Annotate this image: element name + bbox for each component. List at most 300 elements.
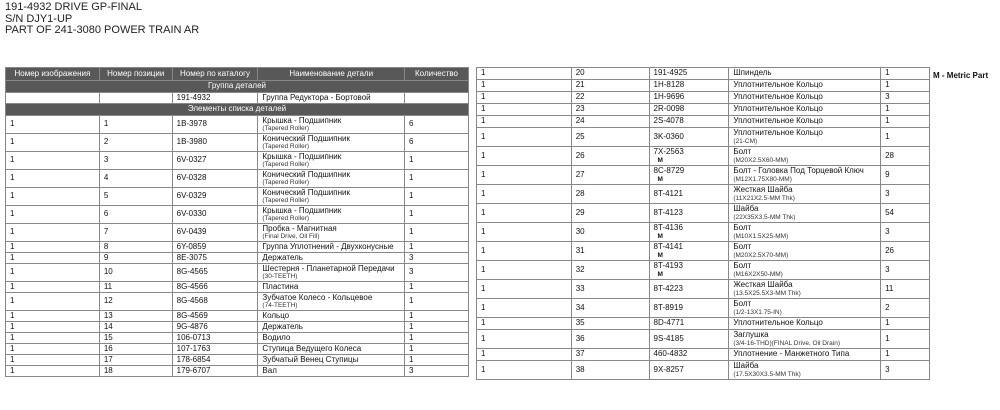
part-name: Уплотнительное Кольцо bbox=[733, 92, 823, 102]
image-number: 1 bbox=[6, 333, 100, 344]
part-number-cell[interactable] bbox=[172, 242, 258, 253]
part-number-cell[interactable] bbox=[649, 280, 729, 299]
quantity: 3 bbox=[405, 366, 469, 377]
group-title: Группа деталей bbox=[6, 81, 469, 93]
part-name: Уплотнительное Кольцо bbox=[733, 116, 823, 126]
quantity: 1 bbox=[881, 80, 930, 92]
quantity: 1 bbox=[881, 128, 930, 147]
table-row bbox=[477, 166, 930, 185]
part-name-cell bbox=[258, 366, 405, 377]
image-number: 1 bbox=[6, 188, 100, 206]
part-name-cell bbox=[258, 188, 405, 206]
table-row bbox=[6, 333, 469, 344]
position-number: 32 bbox=[571, 261, 649, 280]
part-name: Пробка - Магнитная bbox=[262, 223, 337, 233]
part-name-cell bbox=[729, 280, 881, 299]
doc-serial: S/N DJY1-UP bbox=[5, 12, 73, 25]
part-number-cell[interactable] bbox=[649, 92, 729, 104]
part-number-link[interactable]: 6V-0328 bbox=[176, 173, 207, 183]
position-number: 27 bbox=[571, 166, 649, 185]
part-number-cell[interactable] bbox=[649, 128, 729, 147]
part-number-cell[interactable] bbox=[649, 204, 729, 223]
quantity: 1 bbox=[405, 188, 469, 206]
part-number-cell[interactable] bbox=[649, 80, 729, 92]
part-number-link[interactable]: 1B-3978 bbox=[176, 119, 207, 129]
table-row bbox=[477, 116, 930, 128]
parts-table-right bbox=[476, 67, 930, 380]
part-spec: (M10X1.5X25-MM) bbox=[733, 232, 789, 240]
image-number: 1 bbox=[477, 361, 572, 380]
part-name: Уплотнительное Кольцо bbox=[733, 80, 823, 90]
part-name: Зубчатый Венец Ступицы bbox=[262, 354, 359, 364]
col-header-quantity[interactable]: Количество bbox=[405, 68, 469, 81]
quantity: 1 bbox=[405, 242, 469, 253]
part-name: Пластина bbox=[262, 281, 299, 291]
part-number-link[interactable]: 2R-0098 bbox=[653, 104, 685, 114]
part-name: Крышка - Подшипник bbox=[262, 205, 342, 215]
part-number-cell[interactable] bbox=[649, 242, 729, 261]
metric-legend: M - Metric Part bbox=[933, 71, 989, 80]
part-name-cell bbox=[258, 264, 405, 282]
image-number: 1 bbox=[6, 170, 100, 188]
part-spec: (11X21X2.5-MM Thk) bbox=[733, 194, 795, 202]
part-number-link[interactable]: 6V-0330 bbox=[176, 209, 207, 219]
quantity: 1 bbox=[881, 318, 930, 330]
part-number-cell[interactable] bbox=[649, 104, 729, 116]
part-number-cell[interactable] bbox=[172, 206, 258, 224]
part-spec: (M20X2.5X70-MM) bbox=[733, 251, 789, 259]
position-number: 31 bbox=[571, 242, 649, 261]
part-name-cell bbox=[258, 282, 405, 293]
part-number-cell[interactable] bbox=[649, 299, 729, 318]
position-number: 16 bbox=[99, 344, 172, 355]
quantity: 1 bbox=[405, 152, 469, 170]
table-row bbox=[6, 170, 469, 188]
part-number-cell[interactable] bbox=[172, 152, 258, 170]
quantity: 6 bbox=[405, 116, 469, 134]
table-row bbox=[477, 299, 930, 318]
part-name: Шайба bbox=[733, 204, 759, 214]
list-title: Элементы списка деталей bbox=[6, 104, 469, 116]
part-name-cell bbox=[729, 185, 881, 204]
part-name-cell bbox=[258, 116, 405, 134]
part-spec: (1/2-13X1.75-IN) bbox=[733, 308, 782, 316]
part-name: Шайба bbox=[733, 361, 759, 371]
part-name: Группа Уплотнений - Двухконусные bbox=[262, 241, 394, 251]
image-number: 1 bbox=[6, 224, 100, 242]
part-number-link[interactable]: 9X-8257 bbox=[653, 364, 684, 374]
part-number-link[interactable]: 8G-4566 bbox=[176, 281, 208, 291]
part-number-link[interactable]: 8T-4193 bbox=[653, 261, 683, 271]
quantity: 3 bbox=[881, 361, 930, 380]
part-number-link[interactable]: 8T-4223 bbox=[653, 283, 683, 293]
image-number: 1 bbox=[477, 80, 572, 92]
image-number: 1 bbox=[6, 206, 100, 224]
part-spec: (22X35X3.5-MM Thk) bbox=[733, 213, 796, 221]
part-number-link[interactable]: 6Y-0859 bbox=[176, 241, 207, 251]
part-spec: (Tapered Roller) bbox=[262, 179, 310, 187]
part-spec: (17.5X30X3.5-MM Thk) bbox=[733, 370, 801, 378]
quantity: 3 bbox=[405, 264, 469, 282]
part-name: Шпиндель bbox=[733, 68, 772, 78]
document-header bbox=[5, 2, 199, 37]
part-number-link[interactable]: 6V-0439 bbox=[176, 227, 207, 237]
part-name: Зубчатое Колесо - Кольцевое bbox=[262, 292, 373, 302]
position-number: 30 bbox=[571, 223, 649, 242]
part-number-link[interactable]: 179-6707 bbox=[176, 365, 211, 375]
part-number-cell[interactable] bbox=[172, 311, 258, 322]
part-name: Крышка - Подшипник bbox=[262, 115, 342, 125]
image-number: 1 bbox=[6, 355, 100, 366]
table-row bbox=[477, 242, 930, 261]
part-name: Конический Подшипник bbox=[262, 133, 350, 143]
part-spec: (Tapered Roller) bbox=[262, 215, 310, 223]
part-number-link[interactable]: 9S-4185 bbox=[653, 333, 684, 343]
position-number: 5 bbox=[99, 188, 172, 206]
part-name-cell bbox=[258, 322, 405, 333]
quantity: 3 bbox=[881, 92, 930, 104]
part-number-cell[interactable] bbox=[649, 261, 729, 280]
part-name: Болт - Головка Под Торцевой Ключ bbox=[733, 166, 864, 176]
part-name: Уплотнение - Манжетного Типа bbox=[733, 349, 850, 359]
part-number-cell[interactable] bbox=[649, 147, 729, 166]
part-name-cell bbox=[729, 361, 881, 380]
part-number-link[interactable]: 8G-4569 bbox=[176, 310, 208, 320]
metric-mark: M bbox=[657, 251, 663, 259]
part-name-cell bbox=[258, 355, 405, 366]
position-number: 35 bbox=[571, 318, 649, 330]
group-row bbox=[6, 93, 469, 104]
part-name: Болт bbox=[733, 242, 752, 252]
part-number-link[interactable]: 8C-8729 bbox=[653, 166, 685, 176]
group-part-number[interactable]: 191-4932 bbox=[172, 93, 258, 104]
table-row bbox=[6, 224, 469, 242]
quantity: 1 bbox=[405, 282, 469, 293]
image-number: 1 bbox=[6, 282, 100, 293]
part-number-cell[interactable] bbox=[649, 68, 729, 80]
part-number-cell[interactable] bbox=[172, 188, 258, 206]
part-name-cell bbox=[258, 134, 405, 152]
position-number: 8 bbox=[99, 242, 172, 253]
image-number: 1 bbox=[477, 223, 572, 242]
part-spec: (M20X2.5X60-MM) bbox=[733, 156, 789, 164]
part-number-link[interactable]: 6V-0327 bbox=[176, 155, 207, 165]
part-name: Водило bbox=[262, 332, 291, 342]
table-row bbox=[6, 282, 469, 293]
part-name-cell bbox=[729, 92, 881, 104]
part-number-link[interactable]: 8E-3075 bbox=[176, 252, 207, 262]
image-number: 1 bbox=[6, 322, 100, 333]
part-name-cell bbox=[729, 318, 881, 330]
image-number: 1 bbox=[477, 242, 572, 261]
quantity: 1 bbox=[881, 116, 930, 128]
part-number-cell[interactable] bbox=[172, 116, 258, 134]
quantity: 1 bbox=[405, 206, 469, 224]
position-number: 2 bbox=[99, 134, 172, 152]
part-number-cell[interactable] bbox=[649, 116, 729, 128]
image-number: 1 bbox=[477, 166, 572, 185]
part-name-cell bbox=[729, 261, 881, 280]
table-row bbox=[477, 330, 930, 349]
image-number: 1 bbox=[477, 147, 572, 166]
position-number: 22 bbox=[571, 92, 649, 104]
position-number: 9 bbox=[99, 253, 172, 264]
table-row bbox=[477, 147, 930, 166]
part-number-link[interactable]: 191-4925 bbox=[653, 68, 688, 78]
part-name-cell bbox=[729, 299, 881, 318]
quantity: 11 bbox=[881, 280, 930, 299]
part-number-link[interactable]: 1B-3980 bbox=[176, 137, 207, 147]
part-number-cell[interactable] bbox=[172, 134, 258, 152]
quantity: 9 bbox=[881, 166, 930, 185]
table-row bbox=[477, 280, 930, 299]
part-number-link[interactable]: 1H-8128 bbox=[653, 80, 685, 90]
image-number: 1 bbox=[6, 134, 100, 152]
image-number: 1 bbox=[6, 116, 100, 134]
part-name-cell bbox=[258, 253, 405, 264]
table-row bbox=[477, 128, 930, 147]
position-number: 25 bbox=[571, 128, 649, 147]
part-name-cell bbox=[258, 333, 405, 344]
part-number-cell[interactable] bbox=[172, 355, 258, 366]
part-spec: (Tapered Roller) bbox=[262, 143, 310, 151]
table-row bbox=[6, 264, 469, 282]
position-number: 1 bbox=[99, 116, 172, 134]
image-number: 1 bbox=[6, 152, 100, 170]
part-name-cell bbox=[258, 344, 405, 355]
image-number: 1 bbox=[477, 92, 572, 104]
part-number-cell[interactable] bbox=[172, 333, 258, 344]
part-name: Шестерня - Планетарной Передачи bbox=[262, 263, 395, 273]
part-name-cell bbox=[258, 224, 405, 242]
part-name-cell bbox=[729, 128, 881, 147]
part-number-cell[interactable] bbox=[172, 282, 258, 293]
position-number: 3 bbox=[99, 152, 172, 170]
table-row bbox=[477, 261, 930, 280]
group-part-name: Группа Редуктора - Бортовой bbox=[258, 93, 405, 104]
part-number-cell[interactable] bbox=[649, 166, 729, 185]
image-number: 1 bbox=[477, 349, 572, 361]
part-number-link[interactable]: 178-6854 bbox=[176, 354, 211, 364]
part-number-link[interactable]: 8T-4136 bbox=[653, 223, 683, 233]
image-number: 1 bbox=[6, 344, 100, 355]
position-number: 28 bbox=[571, 185, 649, 204]
part-name: Заглушка bbox=[733, 330, 769, 340]
image-number: 1 bbox=[477, 204, 572, 223]
position-number: 14 bbox=[99, 322, 172, 333]
image-number: 1 bbox=[477, 116, 572, 128]
part-name: Уплотнительное Кольцо bbox=[733, 104, 823, 114]
quantity: 3 bbox=[881, 223, 930, 242]
part-name: Конический Подшипник bbox=[262, 187, 350, 197]
position-number: 4 bbox=[99, 170, 172, 188]
part-number-link[interactable]: 6V-0329 bbox=[176, 191, 207, 201]
part-number-cell[interactable] bbox=[172, 366, 258, 377]
quantity: 1 bbox=[405, 333, 469, 344]
part-number-link[interactable]: 8T-4141 bbox=[653, 242, 683, 252]
part-number-link[interactable]: 460-4832 bbox=[653, 349, 688, 359]
quantity: 1 bbox=[881, 330, 930, 349]
part-number-cell[interactable] bbox=[172, 253, 258, 264]
part-name-cell bbox=[729, 80, 881, 92]
doc-parent: PART OF 241-3080 POWER TRAIN AR bbox=[5, 24, 200, 36]
part-name-cell bbox=[729, 104, 881, 116]
part-name-cell bbox=[258, 170, 405, 188]
image-number: 1 bbox=[6, 253, 100, 264]
col-header-part-name[interactable]: Наименование детали bbox=[258, 68, 405, 81]
position-number: 10 bbox=[99, 264, 172, 282]
quantity: 1 bbox=[881, 68, 930, 80]
position-number: 18 bbox=[99, 366, 172, 377]
part-number-link[interactable]: 107-1763 bbox=[176, 343, 211, 353]
part-number-cell[interactable] bbox=[649, 318, 729, 330]
image-number: 1 bbox=[6, 264, 100, 282]
parts-table-left bbox=[5, 67, 469, 377]
part-name: Конический Подшипник bbox=[262, 169, 350, 179]
table-row bbox=[477, 92, 930, 104]
image-number: 1 bbox=[6, 366, 100, 377]
part-number-cell[interactable] bbox=[172, 170, 258, 188]
quantity: 1 bbox=[405, 311, 469, 322]
position-number: 17 bbox=[99, 355, 172, 366]
table-row bbox=[6, 253, 469, 264]
part-number-cell[interactable] bbox=[649, 349, 729, 361]
col-header-position[interactable]: Номер позиции bbox=[99, 68, 172, 81]
quantity: 28 bbox=[881, 147, 930, 166]
table-row bbox=[6, 188, 469, 206]
table-row bbox=[6, 322, 469, 333]
image-number: 1 bbox=[477, 104, 572, 116]
image-number: 1 bbox=[477, 318, 572, 330]
quantity: 1 bbox=[405, 224, 469, 242]
position-number: 33 bbox=[571, 280, 649, 299]
part-name-cell bbox=[258, 293, 405, 311]
part-name-cell bbox=[729, 330, 881, 349]
image-number: 1 bbox=[477, 128, 572, 147]
position-number: 26 bbox=[571, 147, 649, 166]
part-number-link[interactable]: 8T-4123 bbox=[653, 207, 683, 217]
part-number-link[interactable]: 1H-9696 bbox=[653, 92, 685, 102]
part-number-cell[interactable] bbox=[172, 344, 258, 355]
part-number-cell[interactable] bbox=[172, 264, 258, 282]
position-number: 6 bbox=[99, 206, 172, 224]
quantity: 3 bbox=[405, 253, 469, 264]
position-number: 7 bbox=[99, 224, 172, 242]
position-number: 34 bbox=[571, 299, 649, 318]
part-number-link[interactable]: 8T-4121 bbox=[653, 188, 683, 198]
part-spec: (M12X1.75X80-MM) bbox=[733, 175, 792, 183]
quantity: 1 bbox=[405, 344, 469, 355]
part-name: Кольцо bbox=[262, 310, 290, 320]
part-name: Уплотнительное Кольцо bbox=[733, 128, 823, 138]
part-number-link[interactable]: 8T-8919 bbox=[653, 302, 683, 312]
part-name: Держатель bbox=[262, 252, 303, 262]
quantity: 6 bbox=[405, 134, 469, 152]
part-name-cell bbox=[729, 116, 881, 128]
col-header-image[interactable]: Номер изображения bbox=[6, 68, 100, 81]
table-row bbox=[477, 223, 930, 242]
part-number-cell[interactable] bbox=[649, 185, 729, 204]
part-number-link[interactable]: 8G-4565 bbox=[176, 267, 208, 277]
part-number-link[interactable]: 2S-4078 bbox=[653, 116, 684, 126]
part-number-cell[interactable] bbox=[172, 322, 258, 333]
metric-mark: M bbox=[657, 232, 663, 240]
part-number-link[interactable]: 3K-0360 bbox=[653, 131, 684, 141]
doc-title: 191-4932 DRIVE GP-FINAL bbox=[5, 1, 142, 13]
quantity: 26 bbox=[881, 242, 930, 261]
table-row bbox=[6, 206, 469, 224]
image-number: 1 bbox=[477, 280, 572, 299]
part-number-link[interactable]: 7X-2563 bbox=[653, 147, 684, 157]
image-number: 1 bbox=[477, 299, 572, 318]
quantity: 3 bbox=[881, 185, 930, 204]
image-number: 1 bbox=[477, 261, 572, 280]
part-spec: (21-CM) bbox=[733, 137, 758, 145]
part-number-cell[interactable] bbox=[649, 223, 729, 242]
position-number: 12 bbox=[99, 293, 172, 311]
part-name: Жесткая Шайба bbox=[733, 185, 793, 195]
part-number-cell[interactable] bbox=[172, 224, 258, 242]
quantity: 1 bbox=[881, 349, 930, 361]
part-number-link[interactable]: 8G-4568 bbox=[176, 296, 208, 306]
position-number: 23 bbox=[571, 104, 649, 116]
table-row bbox=[6, 116, 469, 134]
part-name-cell bbox=[729, 223, 881, 242]
part-spec: (Tapered Roller) bbox=[262, 161, 310, 169]
part-name-cell bbox=[258, 206, 405, 224]
part-number-link[interactable]: 106-0713 bbox=[176, 332, 211, 342]
part-name: Ступица Ведущего Колеса bbox=[262, 343, 362, 353]
part-number-link[interactable]: 9G-4876 bbox=[176, 321, 208, 331]
position-number: 36 bbox=[571, 330, 649, 349]
table-row bbox=[6, 344, 469, 355]
table-row bbox=[6, 242, 469, 253]
part-name: Болт bbox=[733, 223, 752, 233]
metric-mark: M bbox=[657, 270, 663, 278]
position-number: 37 bbox=[571, 349, 649, 361]
table-row bbox=[6, 311, 469, 322]
table-row bbox=[6, 366, 469, 377]
image-number: 1 bbox=[477, 68, 572, 80]
quantity: 1 bbox=[405, 355, 469, 366]
part-name-cell bbox=[729, 147, 881, 166]
col-header-part-number[interactable]: Номер по каталогу bbox=[172, 68, 258, 81]
part-spec: (74-TEETH) bbox=[262, 302, 298, 310]
part-number-cell[interactable] bbox=[649, 361, 729, 380]
quantity: 1 bbox=[881, 104, 930, 116]
part-name-cell bbox=[729, 204, 881, 223]
part-spec: (Final Drive, Oil Fill) bbox=[262, 233, 320, 241]
quantity: 1 bbox=[405, 293, 469, 311]
part-name: Болт bbox=[733, 147, 752, 157]
part-spec: (M16X2X50-MM) bbox=[733, 270, 783, 278]
table-row bbox=[6, 152, 469, 170]
position-number: 13 bbox=[99, 311, 172, 322]
position-number: 20 bbox=[571, 68, 649, 80]
table-row bbox=[477, 185, 930, 204]
table-row bbox=[6, 355, 469, 366]
table-row bbox=[477, 80, 930, 92]
part-number-link[interactable]: 8D-4771 bbox=[653, 318, 685, 328]
part-number-cell[interactable] bbox=[172, 293, 258, 311]
part-name: Болт bbox=[733, 261, 752, 271]
image-number: 1 bbox=[6, 311, 100, 322]
part-name-cell bbox=[729, 242, 881, 261]
table-row bbox=[477, 104, 930, 116]
part-number-cell[interactable] bbox=[649, 330, 729, 349]
part-name-cell bbox=[258, 311, 405, 322]
image-number: 1 bbox=[6, 293, 100, 311]
